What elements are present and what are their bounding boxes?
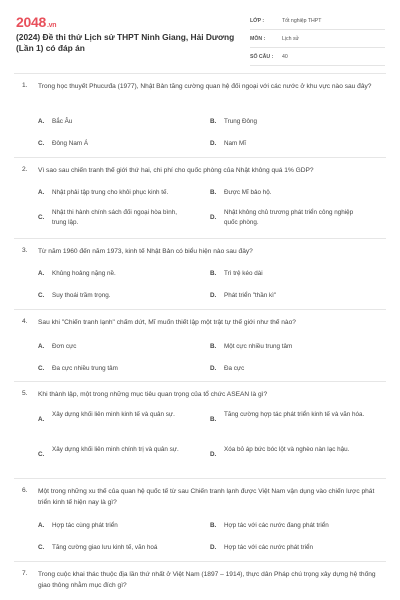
option-letter: C.	[38, 451, 45, 458]
question-divider	[14, 157, 386, 158]
question-divider	[14, 478, 386, 479]
option-letter: C.	[38, 140, 45, 147]
question-divider	[14, 561, 386, 562]
meta-label: MÔN :	[250, 35, 266, 42]
question-number: 2.	[22, 166, 28, 173]
question-text: Sau khi "Chiến tranh lạnh" chấm dứt, Mĩ muốn thiết lập một trật tự thế giới như thế nào?	[38, 319, 296, 326]
option-letter: A.	[38, 343, 45, 350]
option-letter: B.	[210, 118, 217, 125]
option-letter: A.	[38, 118, 45, 125]
question-text: Trong cuộc khai thác thuộc địa lần thứ nhất ở Việt Nam (1897 – 1914), thực dân Pháp chú trọng xây dựng hệ thống giao thông nhằm mục đích gì?	[38, 571, 376, 589]
exam-header	[0, 0, 400, 72]
question-number: 7.	[22, 570, 28, 577]
option-text: Suy thoái trầm trọng.	[52, 292, 111, 299]
option-letter: C.	[38, 214, 45, 221]
option-letter: B.	[210, 522, 217, 529]
option-text: Bắc Âu	[52, 118, 73, 125]
question-text: Khi thành lập, một trong những mục tiêu quan trọng của tổ chức ASEAN là gì?	[38, 391, 268, 398]
option-text: Xây dựng khối liên minh kinh tế và quân sự.	[52, 411, 175, 418]
meta-value: 40	[282, 53, 288, 60]
option-letter: C.	[38, 365, 45, 372]
site-logo[interactable]	[16, 14, 56, 30]
option-d[interactable]	[210, 208, 375, 228]
option-letter: C.	[38, 544, 45, 551]
question-number: 1.	[22, 82, 28, 89]
question-text: Vì sao sau chiến tranh thế giới thứ hai, chi phí cho quốc phòng của Nhật không quá 1% GDP?	[38, 167, 314, 174]
meta-row-class	[250, 12, 385, 30]
exam-title: (2024) Đề thi thử Lịch sử THPT Ninh Giang, Hải Dương (Lần 1) có đáp án	[16, 32, 235, 53]
question-text: Một trong những xu thế của quan hệ quốc tế từ sau Chiến tranh lạnh được Việt Nam vận dụng vào chiến lược phát triển kinh tế hiện nay là gì?	[38, 488, 375, 506]
option-letter: D.	[210, 451, 217, 458]
meta-value: Lịch sử	[282, 35, 300, 42]
option-letter: C.	[38, 292, 45, 299]
option-text: Khủng hoảng nặng nề.	[52, 270, 116, 277]
option-letter: D.	[210, 544, 217, 551]
meta-label: LỚP :	[250, 17, 265, 24]
option-text: Hợp tác cùng phát triển	[52, 522, 118, 529]
option-a[interactable]	[38, 410, 203, 430]
option-letter: A.	[38, 522, 45, 529]
option-text: Nhật phải tập trung cho khôi phục kinh tế.	[52, 189, 169, 196]
option-b[interactable]	[210, 410, 375, 430]
question-text: Trong học thuyết Phucưđa (1977), Nhật Bản tăng cường quan hệ đối ngoại với các nước ở khu vực nào sau đây?	[38, 83, 372, 90]
option-text: Trung Đông	[224, 118, 258, 125]
option-d[interactable]	[210, 445, 375, 465]
question-divider	[14, 381, 386, 382]
option-text: Đông Nam Á	[52, 140, 89, 147]
question-divider	[14, 309, 386, 310]
question-number: 5.	[22, 390, 28, 397]
logo-domain: .vn	[46, 22, 57, 29]
option-text: Nhật không chủ trương phát triển công nghiệp quốc phòng.	[224, 209, 354, 226]
option-letter: A.	[38, 189, 45, 196]
option-c[interactable]	[38, 445, 203, 465]
option-text: Nam Mĩ	[224, 140, 247, 147]
option-text: Hợp tác với các nước đang phát triển	[224, 522, 329, 529]
option-letter: D.	[210, 292, 217, 299]
option-letter: B.	[210, 343, 217, 350]
option-c[interactable]	[38, 208, 203, 228]
meta-label: SỐ CÂU :	[250, 53, 274, 60]
exam-meta	[250, 12, 385, 66]
option-text: Tăng cường hợp tác phát triển kinh tế và văn hóa.	[224, 411, 365, 418]
question-number: 6.	[22, 487, 28, 494]
option-text: Nhật thi hành chính sách đối ngoại hòa bình, trung lập.	[52, 209, 177, 226]
option-text: Một cực nhiều trung tâm	[224, 343, 293, 350]
option-letter: D.	[210, 140, 217, 147]
option-text: Trì trệ kéo dài	[224, 270, 263, 277]
option-letter: B.	[210, 270, 217, 277]
question-divider	[14, 238, 386, 239]
question-number: 4.	[22, 318, 28, 325]
question-number: 3.	[22, 247, 28, 254]
option-letter: B.	[210, 416, 217, 423]
header-divider	[14, 73, 386, 74]
option-text: Được Mĩ bảo hộ.	[224, 189, 272, 196]
option-text: Xóa bỏ áp bức bóc lột và nghèo nàn lạc hậu.	[224, 446, 350, 453]
option-text: Hợp tác với các nước phát triển	[224, 544, 314, 551]
option-text: Phát triển "thần kì"	[224, 292, 277, 299]
question-text: Từ năm 1960 đến năm 1973, kinh tế Nhật Bản có biểu hiện nào sau đây?	[38, 248, 253, 255]
option-letter: A.	[38, 270, 45, 277]
meta-value: Tốt nghiệp THPT	[282, 17, 322, 24]
option-text: Xây dựng khối liên minh chính trị và quân sự.	[52, 446, 179, 453]
option-letter: D.	[210, 365, 217, 372]
option-text: Đa cực nhiều trung tâm	[52, 365, 118, 372]
option-text: Tăng cường giao lưu kinh tế, văn hoá	[52, 544, 158, 551]
option-text: Đơn cực	[52, 343, 77, 350]
option-letter: D.	[210, 214, 217, 221]
meta-row-subject	[250, 30, 385, 48]
option-letter: A.	[38, 416, 45, 423]
logo-text: 2048	[16, 14, 46, 30]
meta-row-count	[250, 48, 385, 66]
option-text: Đa cực	[224, 365, 245, 372]
option-letter: B.	[210, 189, 217, 196]
